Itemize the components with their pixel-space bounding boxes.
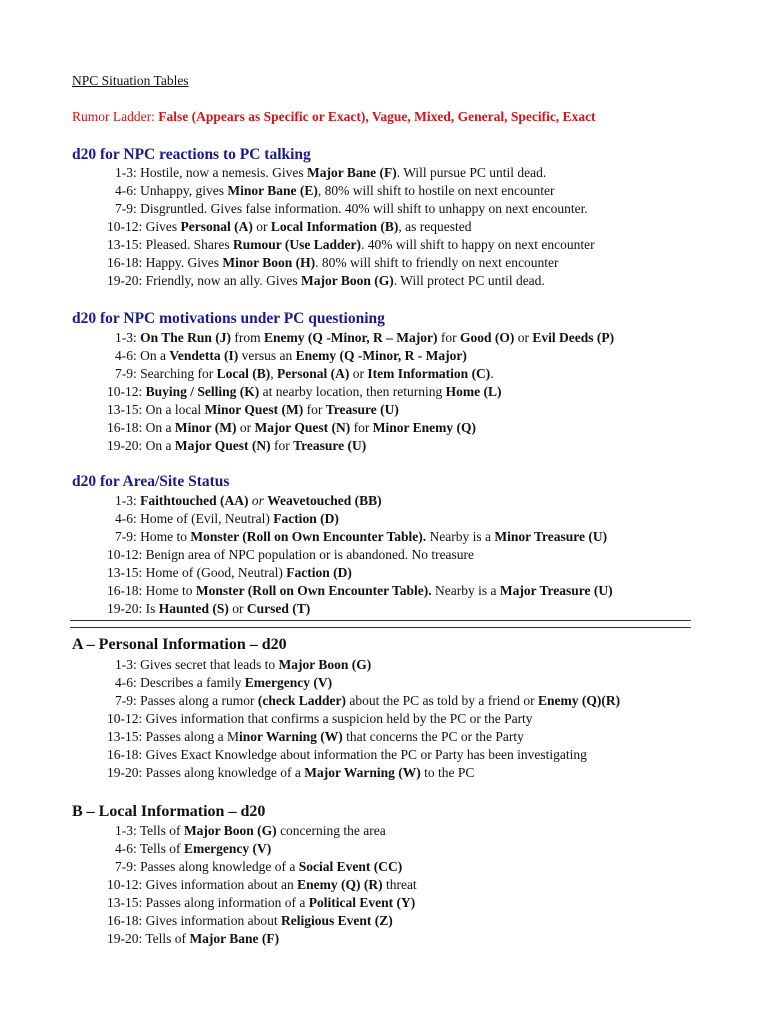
- row-bold-text: Monster (Roll on Own Encounter Table).: [195, 583, 432, 598]
- row-text: Nearby is a: [431, 583, 500, 598]
- row-bold-text: Minor Treasure (U): [494, 529, 608, 544]
- row-text: 1-3:: [115, 330, 141, 345]
- table-row-npc-reactions-1: [115, 164, 546, 182]
- table-row-npc-reactions-4: [107, 218, 471, 236]
- row-bold-text: Faithtouched (AA): [140, 493, 249, 508]
- row-bold-text: Minor Boon (H): [222, 255, 316, 270]
- row-bold-text: Home (L): [445, 384, 502, 399]
- row-bold-text: Weavetouched (BB): [267, 493, 382, 508]
- rumor-ladder-label: Rumor Ladder:: [72, 109, 159, 124]
- row-bold-text: Personal (A): [276, 366, 350, 381]
- row-bold-text: On The Run (J): [140, 330, 232, 345]
- row-text: 13-15: Home of (Good, Neutral): [107, 565, 287, 580]
- table-row-local-information-6: [107, 912, 393, 930]
- row-bold-text: Religious Event (Z): [280, 913, 393, 928]
- table-row-npc-reactions-2: [115, 182, 554, 200]
- page-title: NPC Situation Tables: [72, 73, 189, 88]
- row-text: 19-20: Passes along knowledge of a: [107, 765, 305, 780]
- row-text: 10-12:: [107, 384, 146, 399]
- row-text: 4-6: On a: [115, 348, 170, 363]
- table-row-area-site-status-1: [115, 492, 382, 510]
- row-bold-text: Evil Deeds (P): [532, 330, 615, 345]
- row-bold-text: Item Information (C): [367, 366, 491, 381]
- table-row-area-site-status-6: [107, 582, 613, 600]
- row-text: . 40% will shift to happy on next encounter: [360, 237, 595, 252]
- row-text: 16-18: Gives information about: [107, 913, 281, 928]
- row-bold-text: Vendetta (I): [169, 348, 239, 363]
- row-text: for: [437, 330, 461, 345]
- table-row-local-information-2: [115, 840, 271, 858]
- row-bold-text: Faction (D): [286, 565, 352, 580]
- row-text: for: [350, 420, 373, 435]
- row-text: 19-20: Is: [107, 601, 159, 616]
- row-text: 1-3: Gives secret that leads to: [115, 657, 279, 672]
- row-bold-text: Faction (D): [273, 511, 339, 526]
- table-row-local-information-3: [115, 858, 402, 876]
- row-bold-text: (check Ladder): [257, 693, 346, 708]
- row-bold-text: Good (O): [460, 330, 515, 345]
- table-row-personal-information-1: [115, 656, 371, 674]
- row-bold-text: Major Treasure (U): [499, 583, 613, 598]
- row-text: ,: [270, 366, 277, 381]
- row-text: . Will protect PC until dead.: [393, 273, 545, 288]
- row-text: , 80% will shift to hostile on next encounter: [317, 183, 555, 198]
- table-row-npc-reactions-5: [107, 236, 595, 254]
- table-row-npc-motivations-3: [115, 365, 494, 383]
- row-text: 19-20: Friendly, now an ally. Gives: [107, 273, 301, 288]
- row-text: for: [303, 402, 326, 417]
- row-text: for: [270, 438, 294, 453]
- section-heading-local-information: B – Local Information – d20: [72, 803, 266, 820]
- row-text: .: [490, 366, 494, 381]
- row-text: threat: [382, 877, 417, 892]
- row-text: 10-12: Gives information that confirms a suspicion held by the PC or the Party: [107, 711, 533, 726]
- row-text: 7-9: Passes along a rumor: [115, 693, 258, 708]
- table-row-area-site-status-4: [107, 546, 474, 564]
- row-bold-text: Major Bane (F): [189, 931, 280, 946]
- row-text: . 80% will shift to friendly on next encounter: [315, 255, 559, 270]
- table-row-area-site-status-2: [115, 510, 339, 528]
- row-bold-text: Emergency (V): [183, 841, 272, 856]
- row-bold-text: Monster (Roll on Own Encounter Table).: [190, 529, 427, 544]
- table-row-area-site-status-5: [107, 564, 352, 582]
- row-text: or: [252, 219, 271, 234]
- row-bold-text: Minor Bane (E): [227, 183, 318, 198]
- row-bold-text: Buying / Selling (K): [145, 384, 260, 399]
- table-row-personal-information-6: [107, 746, 587, 764]
- row-bold-text: Minor (M): [174, 420, 237, 435]
- row-bold-text: Major Quest (N): [174, 438, 271, 453]
- row-text: versus an: [238, 348, 296, 363]
- row-bold-text: Major Boon (G): [278, 657, 372, 672]
- row-text: 13-15: Passes along information of a: [107, 895, 309, 910]
- row-bold-text: Personal (A): [180, 219, 253, 234]
- row-bold-text: Haunted (S): [158, 601, 229, 616]
- row-text: 4-6: Describes a family: [115, 675, 245, 690]
- section-heading-npc-motivations: d20 for NPC motivations under PC questioning: [72, 310, 385, 327]
- row-text: 13-15: Pleased. Shares: [107, 237, 233, 252]
- table-row-local-information-1: [115, 822, 386, 840]
- row-bold-text: Enemy (Q -Minor, R - Major): [295, 348, 467, 363]
- row-bold-text: Emergency (V): [244, 675, 333, 690]
- row-text: 4-6: Unhappy, gives: [115, 183, 228, 198]
- row-bold-text: Minor Quest (M): [204, 402, 304, 417]
- section-divider: [70, 620, 691, 628]
- row-bold-text: Treasure (U): [293, 438, 367, 453]
- table-row-npc-motivations-1: [115, 329, 614, 347]
- table-row-npc-reactions-7: [107, 272, 545, 290]
- row-text: or: [236, 420, 255, 435]
- row-text: . Will pursue PC until dead.: [396, 165, 547, 180]
- row-text: 16-18: Gives Exact Knowledge about information the PC or Party has been investigating: [107, 747, 587, 762]
- row-bold-text: Minor Enemy (Q): [372, 420, 476, 435]
- row-text: Nearby is a: [426, 529, 495, 544]
- table-row-npc-motivations-2: [115, 347, 467, 365]
- row-text: concerning the area: [276, 823, 386, 838]
- row-bold-text: Enemy (Q)(R): [537, 693, 621, 708]
- table-row-npc-motivations-4: [107, 383, 501, 401]
- row-text: 10-12: Benign area of NPC population or is abandoned. No treasure: [107, 547, 475, 562]
- row-bold-text: Social Event (CC): [298, 859, 403, 874]
- table-row-personal-information-5: [107, 728, 524, 746]
- table-row-local-information-5: [107, 894, 415, 912]
- row-text: 4-6: Home of (Evil, Neutral): [115, 511, 274, 526]
- row-text: 4-6: Tells of: [115, 841, 184, 856]
- row-text: 1-3:: [115, 493, 141, 508]
- row-text: to the PC: [420, 765, 475, 780]
- row-text: 7-9: Passes along knowledge of a: [115, 859, 299, 874]
- row-text: or: [514, 330, 533, 345]
- table-row-npc-motivations-6: [107, 419, 476, 437]
- table-row-npc-reactions-6: [107, 254, 558, 272]
- row-bold-text: Local Information (B): [270, 219, 399, 234]
- row-bold-text: Local (B): [216, 366, 271, 381]
- section-heading-area-site-status: d20 for Area/Site Status: [72, 473, 230, 490]
- row-bold-text: Enemy (Q -Minor, R – Major): [264, 330, 438, 345]
- row-bold-text: Major Bane (F): [306, 165, 397, 180]
- row-text: 1-3: Tells of: [115, 823, 184, 838]
- row-bold-text: Political Event (Y): [308, 895, 416, 910]
- row-bold-text: Cursed (T): [246, 601, 311, 616]
- row-text: 16-18: On a: [107, 420, 175, 435]
- table-row-npc-reactions-3: [115, 200, 588, 218]
- table-row-personal-information-2: [115, 674, 332, 692]
- row-text: 19-20: Tells of: [107, 931, 190, 946]
- row-text: , as requested: [398, 219, 472, 234]
- row-text: 7-9: Disgruntled. Gives false information. 40% will shift to unhappy on next encounter.: [115, 201, 588, 216]
- table-row-personal-information-7: [107, 764, 474, 782]
- table-row-area-site-status-7: [107, 600, 310, 618]
- row-text: or: [349, 366, 368, 381]
- row-text: 19-20: On a: [107, 438, 175, 453]
- section-heading-npc-reactions: d20 for NPC reactions to PC talking: [72, 146, 311, 163]
- row-bold-text: Major Boon (G): [300, 273, 394, 288]
- row-text: 16-18: Happy. Gives: [107, 255, 223, 270]
- row-bold-text: Enemy (Q) (R): [297, 877, 383, 892]
- row-bold-text: inor Warning (W): [239, 729, 343, 744]
- row-bold-text: Rumour (Use Ladder): [232, 237, 361, 252]
- rumor-ladder: [72, 109, 596, 125]
- row-text: 16-18: Home to: [107, 583, 196, 598]
- row-text: 10-12: Gives information about an: [107, 877, 298, 892]
- table-row-local-information-4: [107, 876, 417, 894]
- row-text: 13-15: On a local: [107, 402, 205, 417]
- row-italic-text: or: [251, 493, 264, 508]
- table-row-local-information-7: [107, 930, 279, 948]
- rumor-ladder-value: False (Appears as Specific or Exact), Vague, Mixed, General, Specific, Exact: [158, 109, 596, 124]
- row-text: 13-15: Passes along a M: [107, 729, 239, 744]
- row-bold-text: Major Quest (N): [254, 420, 351, 435]
- row-bold-text: Major Boon (G): [183, 823, 277, 838]
- section-heading-personal-information: A – Personal Information – d20: [72, 636, 287, 653]
- table-row-personal-information-3: [115, 692, 620, 710]
- row-text: 7-9: Home to: [115, 529, 191, 544]
- table-row-npc-motivations-7: [107, 437, 366, 455]
- row-text: 10-12: Gives: [107, 219, 181, 234]
- row-text: 1-3: Hostile, now a nemesis. Gives: [115, 165, 307, 180]
- row-text: at nearby location, then returning: [259, 384, 446, 399]
- row-text: about the PC as told by a friend or: [345, 693, 538, 708]
- row-bold-text: Major Warning (W): [304, 765, 421, 780]
- table-row-npc-motivations-5: [107, 401, 399, 419]
- table-row-personal-information-4: [107, 710, 533, 728]
- row-text: 7-9: Searching for: [115, 366, 217, 381]
- row-bold-text: Treasure (U): [325, 402, 399, 417]
- table-row-area-site-status-3: [115, 528, 607, 546]
- row-text: or: [228, 601, 247, 616]
- row-text: from: [231, 330, 265, 345]
- row-text: that concerns the PC or the Party: [342, 729, 524, 744]
